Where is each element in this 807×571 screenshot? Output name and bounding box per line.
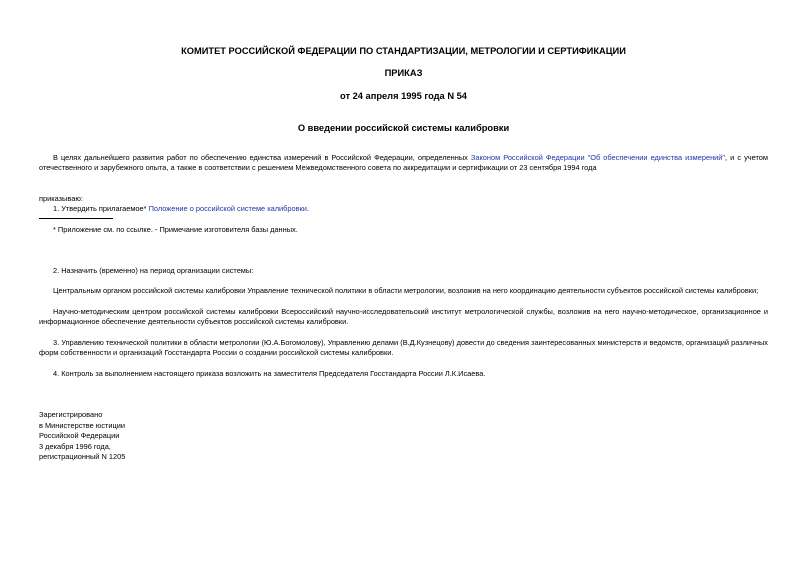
regulation-link[interactable]: Положение о российской системе калибровки [148,204,307,213]
methodical-center-paragraph: Научно-методическим центром российской системы калибровки Всероссийский научно-исследовательский институт метрологической службы, возложив на него научно-методическое, организационное и информационное обеспечение деятельности субъектов российской системы калибровки. [39,307,768,326]
document-date-number: от 24 апреля 1995 года N 54 [340,91,467,101]
law-link[interactable]: Законом Российской Федерации "Об обеспечении единства измерений" [470,153,726,162]
order-item-1-prefix: 1. Утвердить прилагаемое* [53,204,149,213]
registration-line: Российской Федерации [39,431,120,441]
registration-line: Зарегистрировано [39,410,103,419]
central-body-paragraph: Центральным органом российской системы калибровки Управление технической политики в области метрологии, возложив на него координацию деятельности субъектов российской системы калибровки; [53,286,759,295]
preamble-paragraph [39,153,768,172]
registration-line: в Министерстве юстиции [39,420,126,430]
footnote-divider [39,218,113,219]
order-item-4: 4. Контроль за выполнением настоящего приказа возложить на заместителя Председателя Госстандарта России Л.К.Исаева. [53,369,486,378]
registration-line: регистрационный N 1205 [39,452,126,462]
order-item-3: 3. Управлению технической политики в области метрологии (Ю.А.Богомолову), Управлению делами (В.Д.Кузнецову) довести до сведения заинтересованных министерств и ведомств, организаций различных форм собственности и организаций Госстандарта России о создании российской системы калибровки. [39,338,768,357]
document-type: ПРИКАЗ [384,68,423,78]
order-item-1 [39,204,768,214]
preamble-text-before-link: В целях дальнейшего развития работ по обеспечению единства измерений в Российской Федерации, определенных [53,153,471,162]
registration-line: 3 декабря 1996 года, [39,441,111,451]
registration-block [39,410,125,463]
prikazyvayu-label: приказываю: [39,194,83,203]
committee-heading: КОМИТЕТ РОССИЙСКОЙ ФЕДЕРАЦИИ ПО СТАНДАРТИЗАЦИИ, МЕТРОЛОГИИ И СЕРТИФИКАЦИИ [181,46,626,56]
order-item-2: 2. Назначить (временно) на период организации системы: [53,266,254,275]
order-item-1-suffix: . [306,204,309,213]
preamble-text-after-link: , и с учетом отечественного и зарубежного опыта, а также в соответствии с решением Межведомственного совета по аккредитации и сертификации от 23 сентября 1994 года [39,153,768,172]
document-title: О введении российской системы калибровки [297,123,510,133]
footnote: * Приложение см. по ссылке. - Примечание изготовителя базы данных. [53,225,298,234]
